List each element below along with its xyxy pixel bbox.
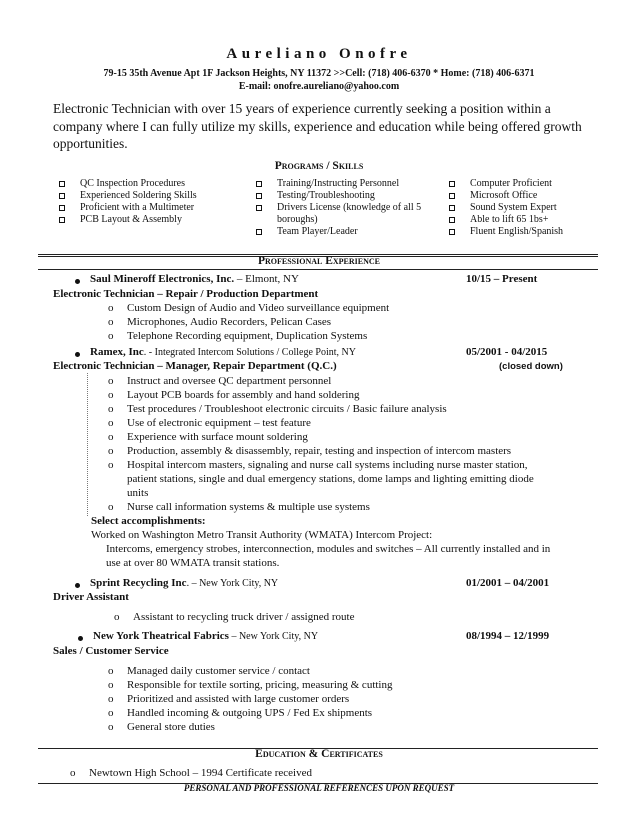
skill-item: Drivers License (knowledge of all 5 boroughs) [253,202,433,226]
contact-address-line: 79-15 35th Avenue Apt 1F Jackson Heights, NY 11372 >>Cell: (718) 406-6370 * Home: (718) 406-6371 [103,68,535,79]
checkbox-icon [256,205,262,211]
skills-column-1 [56,178,236,226]
accomplishment-line: use at over 80 WMATA transit stations. [106,557,280,569]
bullet-icon [75,583,80,588]
job-location: – New York City, NY [228,631,319,642]
checkbox-icon [449,229,455,235]
skill-item: Experienced Soldering Skills [56,190,236,202]
skill-item: QC Inspection Procedures [56,178,236,190]
job-company: Sprint Recycling Inc [90,577,187,589]
job-dates: 10/15 – Present [466,273,538,285]
skills-column-2 [253,178,433,238]
job-company-line [93,630,318,642]
job-status-note: (closed down) [499,361,563,372]
bullet-icon [75,279,80,284]
job-title: Electronic Technician – Manager, Repair Department (Q.C.) [53,360,337,372]
skill-item: Computer Proficient [446,178,606,190]
job-company: Ramex, Inc [90,346,144,358]
bullet-icon [75,352,80,357]
summary-paragraph: Electronic Technician with over 15 years of experience currently seeking a position within a company where I can fully utilize my skills, experience and education while being offered growth opportunities. [53,101,582,151]
skills-heading: Programs / Skills [274,160,364,172]
checkbox-icon [449,217,455,223]
skill-item: Training/Instructing Personnel [253,178,433,190]
skill-item: PCB Layout & Assembly [56,214,236,226]
skill-item: Testing/Troubleshooting [253,190,433,202]
skill-item: Sound System Expert [446,202,606,214]
checkbox-icon [449,205,455,211]
skills-column-3 [446,178,606,238]
checkbox-icon [449,181,455,187]
job-dates: 05/2001 - 04/2015 [466,346,548,358]
job-company-line [90,577,278,589]
contact-email-line: E-mail: onofre.aureliano@yahoo.com [238,81,400,92]
skill-item: Team Player/Leader [253,226,433,238]
job-dates: 01/2001 – 04/2001 [466,577,550,589]
divider [38,269,598,270]
accomplishment-line: Worked on Washington Metro Transit Authority (WMATA) Intercom Project: [91,529,433,541]
checkbox-icon [256,229,262,235]
checkbox-icon [59,205,65,211]
job-company: New York Theatrical Fabrics [93,630,229,642]
skill-item: Microsoft Office [446,190,606,202]
checkbox-icon [256,193,262,199]
job-location: – Elmont, NY [234,273,299,285]
checkbox-icon [59,217,65,223]
accomplishment-line: Intercoms, emergency strobes, interconnection, modules and switches – All currently installed and in [106,543,551,555]
checkbox-icon [256,181,262,187]
job-company: Saul Mineroff Electronics, Inc. [90,273,235,285]
experience-heading: Professional Experience [257,255,381,267]
skill-item: Fluent English/Spanish [446,226,606,238]
checkbox-icon [59,193,65,199]
job-dates: 08/1994 – 12/1999 [466,630,550,642]
job-title: Electronic Technician – Repair / Production Department [53,288,319,300]
margin-guide [87,373,88,516]
checkbox-icon [59,181,65,187]
job-title: Driver Assistant [53,591,129,603]
job-location: . – New York City, NY [186,578,279,589]
job-company-line [90,346,356,358]
skill-item: Able to lift 65 1bs+ [446,214,606,226]
job-company-line [90,273,299,285]
references-footer: PERSONAL AND PROFESSIONAL REFERENCES UPON REQUEST [183,783,455,793]
accomplishments-heading: Select accomplishments: [91,515,206,527]
bullet-icon [78,636,83,641]
job-title: Sales / Customer Service [53,645,169,657]
applicant-name: Aureliano Onofre [226,46,412,62]
education-heading: Education & Certificates [255,748,383,760]
skill-item: Proficient with a Multimeter [56,202,236,214]
resume-page: Aureliano Onofre 79-15 35th Avenue Apt 1F Jackson Heights, NY 11372 >>Cell: (718) 406-6370 * Home: (718) 406-6371 E-mail: onofre.aureliano@yahoo.com Electronic Technician with over 15 years of experience currently seeking a position within a company where I can fully utilize my skills, experience and education while being offered growth opportunities. Programs / Skills QC Inspection Procedures Experienced Soldering Skills Proficient with a Multimeter PCB Layout & Assembly Training/Instructing Personnel Testing/Troubleshooting Drivers License (knowledge of all 5 boroughs) Team Player/Leader Computer Proficient Microsoft Office Sound System Expert Able to lift 65 1bs+ Fluent English/Spanish Professional Experience Saul Mineroff Electronics, Inc. – Elmont, NY 10/15 – Present Electronic Technician – Repair / Production Department o Custom Design of Audio and Video surveillance equipment o Microphones, Audio Recorders, Pelican Cases o Telephone Recording equipment, Duplication Systems Ramex, Inc. - Integrated Intercom Solutions / College Point, NY 05/2001 - 04/2015 Electronic Technician – Manager, Repair Department (Q.C.) (closed down) o Instruct and oversee QC department personnel o Layout PCB boards for assembly and hand soldering o Test procedures / Troubleshoot electronic circuits / Basic failure analysis o Use of electronic equipment – test feature o Experience with surface mount soldering o Production, assembly & disassembly, repair, testing and inspection of intercom masters o Hospital intercom masters, signaling and nurse call systems including nurse master station, patient stations, single and dual emergency stations, dome lamps and lighting emitting diode units o Nurse call information systems & multiple use systems Select accomplishments: Worked on Washington Metro Transit Authority (WMATA) Intercom Project: Intercoms, emergency strobes, interconnection, modules and switches – All currently installed and in use at over 80 WMATA transit stations. Sprint Recycling Inc. – New York City, NY 01/2001 – 04/2001 Driver Assistant o Assistant to recycling truck driver / assigned route New York Theatrical Fabrics – New York City, NY 08/1994 – 12/1999 Sales / Customer Service o Managed daily customer service / contact o Responsible for textile sorting, pricing, measuring & cutting o Prioritized and assisted with large customer orders o Handled incoming & outgoing UPS / Fed Ex shipments o General store duties Education & Certificates o Newtown High School – 1994 Certificate received PERSONAL AND PROFESSIONAL REFERENCES UPON REQUEST [0,0,638,826]
job-location: . - Integrated Intercom Solutions / College Point, NY [143,347,356,358]
checkbox-icon [449,193,455,199]
